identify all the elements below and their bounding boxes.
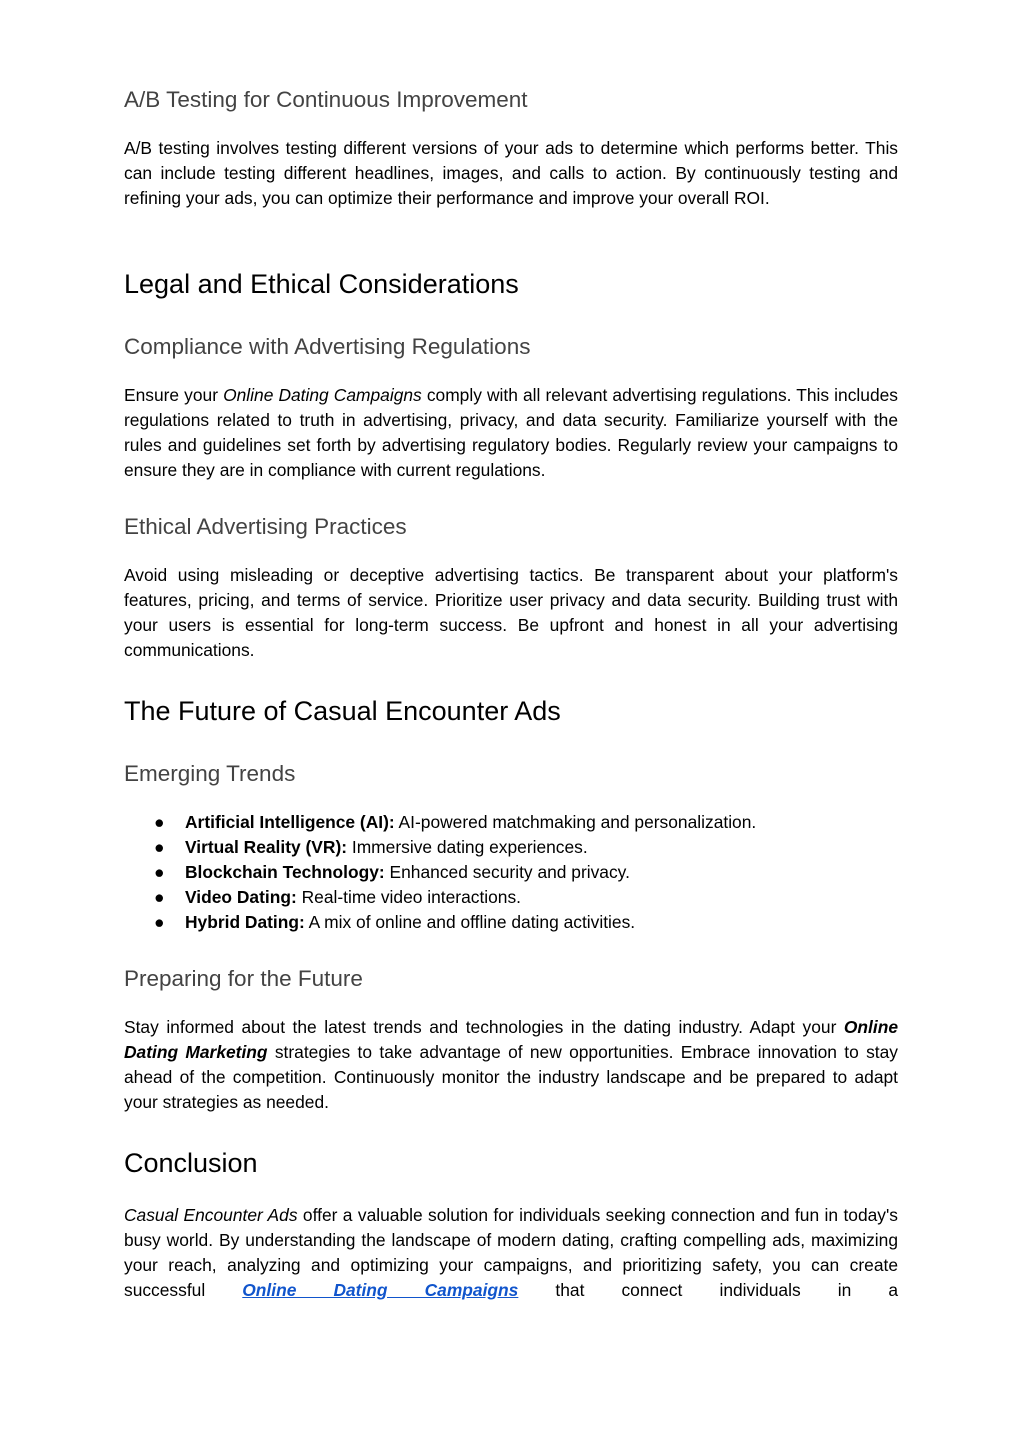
bullet-icon: ● xyxy=(154,912,165,932)
bullet-icon: ● xyxy=(154,812,165,832)
compliance-italic-term: Online Dating Campaigns xyxy=(223,385,422,405)
ab-testing-heading: A/B Testing for Continuous Improvement xyxy=(124,87,528,112)
trend-term: Video Dating: xyxy=(185,887,297,907)
trend-desc: Immersive dating experiences. xyxy=(347,837,588,857)
trend-desc: Real-time video interactions. xyxy=(296,887,522,907)
preparing-lead: Stay informed about the latest trends and technologies in the dating industry. Adapt your xyxy=(124,1017,844,1037)
list-item xyxy=(124,885,898,910)
conclusion-italic-term: Casual Encounter Ads xyxy=(124,1205,298,1225)
ethical-heading: Ethical Advertising Practices xyxy=(124,514,407,539)
preparing-bold-term: Online Dating Marketing xyxy=(124,1017,898,1062)
online-dating-campaigns-link[interactable]: Online Dating Campaigns xyxy=(242,1280,519,1300)
trend-desc: Enhanced security and privacy. xyxy=(384,862,630,882)
preparing-paragraph xyxy=(124,1015,898,1115)
trend-term: Hybrid Dating: xyxy=(185,912,305,932)
ethical-paragraph: Avoid using misleading or deceptive advertising tactics. Be transparent about your platform's features, pricing, and terms of service. Prioritize user privacy and data security. Building trust with your users is essential for long-term success. Be upfront and honest in all your advertising communications. xyxy=(124,565,898,660)
conclusion-paragraph xyxy=(124,1203,898,1303)
future-heading: The Future of Casual Encounter Ads xyxy=(124,696,561,726)
trend-desc: A mix of online and offline dating activities. xyxy=(304,912,636,932)
emerging-trends-heading: Emerging Trends xyxy=(124,761,296,786)
trend-desc: AI-powered matchmaking and personalization. xyxy=(394,812,757,832)
trend-term: Blockchain Technology: xyxy=(185,862,385,882)
compliance-rest: comply with all relevant advertising regulations. This includes regulations related to truth in advertising, privacy, and data security. Familiarize yourself with the rules and guidelines set forth by advertising regulatory bodies. Regularly review your campaigns to ensure they are in compliance with current regulations. xyxy=(124,385,898,480)
conclusion-tail: that connect individuals in a xyxy=(518,1280,898,1300)
compliance-paragraph xyxy=(124,383,898,483)
preparing-heading: Preparing for the Future xyxy=(124,966,363,991)
conclusion-mid: offer a valuable solution for individuals seeking connection and fun in today's busy world. By understanding the landscape of modern dating, crafting compelling ads, maximizing your reach, analyzing and optimizing your campaigns, and prioritizing safety, you can create successful xyxy=(124,1205,898,1300)
list-item xyxy=(124,860,898,885)
list-item xyxy=(124,835,898,860)
list-item xyxy=(124,810,898,835)
compliance-heading: Compliance with Advertising Regulations xyxy=(124,334,531,359)
bullet-icon: ● xyxy=(154,862,165,882)
trend-term: Virtual Reality (VR): xyxy=(185,837,348,857)
preparing-rest: strategies to take advantage of new opportunities. Embrace innovation to stay ahead of the competition. Continuously monitor the industry landscape and be prepared to adapt your strategies as needed. xyxy=(124,1042,898,1112)
trends-list xyxy=(124,810,898,935)
ab-testing-paragraph: A/B testing involves testing different versions of your ads to determine which performs better. This can include testing different headlines, images, and calls to action. By continuously testing and refining your ads, you can optimize their performance and improve your overall ROI. xyxy=(124,138,898,208)
bullet-icon: ● xyxy=(154,837,165,857)
compliance-lead: Ensure your xyxy=(124,385,224,405)
bullet-icon: ● xyxy=(154,887,165,907)
list-item xyxy=(124,910,898,935)
legal-ethical-heading: Legal and Ethical Considerations xyxy=(124,269,519,299)
trend-term: Artificial Intelligence (AI): xyxy=(185,812,395,832)
conclusion-heading: Conclusion xyxy=(124,1148,258,1178)
